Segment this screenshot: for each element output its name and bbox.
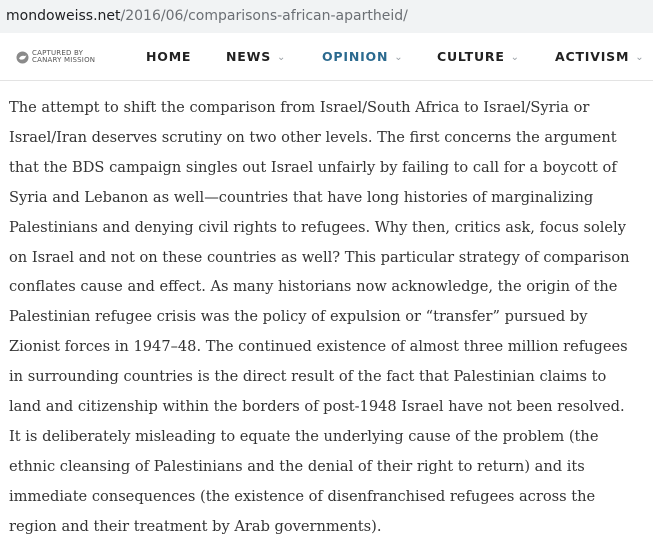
chevron-down-icon: ⌄ (394, 52, 404, 63)
article-line: in surrounding countries is the direct result of the fact that Palestinian claims to (9, 368, 607, 386)
article-line: land and citizenship within the borders of post-1948 Israel have not been resolved. (9, 398, 625, 416)
article-line: immediate consequences (the existence of disenfranchised refugees across the (9, 487, 596, 505)
chevron-down-icon: ⌄ (277, 52, 287, 63)
article-line: The attempt to shift the comparison from Israel/South Africa to Israel/Syria or (9, 99, 590, 116)
article-line: ethnic cleansing of Palestinians and the denial of their right to return) and its (9, 457, 585, 475)
nav-opinion-label: OPINION (322, 49, 389, 64)
url-domain: mondoweiss.net (6, 8, 121, 24)
address-bar[interactable] (0, 0, 653, 33)
nav-home-label: HOME (146, 49, 192, 64)
nav-culture-label: CULTURE (437, 49, 505, 64)
nav-news-label: NEWS (226, 49, 271, 64)
article-line: Palestinians and denying civil rights to refugees. Why then, critics ask, focus solely (9, 218, 626, 236)
canary-mission-logo[interactable] (16, 49, 95, 65)
article-line: Palestinian refugee crisis was the policy of expulsion or “transfer” pursued by (9, 308, 588, 326)
url-path: /2016/06/comparisons-african-apartheid/ (120, 8, 408, 24)
logo-text (32, 50, 95, 64)
nav-activism[interactable] (555, 33, 644, 80)
nav-home[interactable] (146, 33, 191, 80)
article-paragraph (9, 93, 649, 542)
canary-bird-icon (16, 51, 29, 64)
chevron-down-icon: ⌄ (510, 52, 520, 63)
article-line: that the BDS campaign singles out Israel unfairly by failing to call for a boycott of (9, 158, 617, 176)
chevron-down-icon: ⌄ (635, 52, 645, 63)
nav-activism-label: ACTIVISM (555, 49, 630, 64)
nav-opinion[interactable] (322, 33, 403, 80)
article-line: conflates cause and effect. As many historians now acknowledge, the origin of the (9, 278, 618, 296)
logo-line-2: CANARY MISSION (32, 56, 96, 64)
nav-news[interactable] (226, 33, 286, 80)
site-navigation (0, 33, 653, 81)
nav-culture[interactable] (437, 33, 520, 80)
article-line: It is deliberately misleading to equate the underlying cause of the problem (the (9, 427, 599, 445)
article-line: region and their treatment by Arab governments). (9, 517, 382, 535)
article-line: on Israel and not on these countries as well? This particular strategy of comparison (9, 248, 630, 266)
article-line: Israel/Iran deserves scrutiny on two other levels. The first concerns the argument (9, 128, 617, 146)
article-line: Syria and Lebanon as well—countries that have long histories of marginalizing (9, 188, 594, 206)
article-line: Zionist forces in 1947–48. The continued existence of almost three million refugees (9, 338, 628, 356)
logo-line-1: CAPTURED BY (32, 49, 84, 57)
